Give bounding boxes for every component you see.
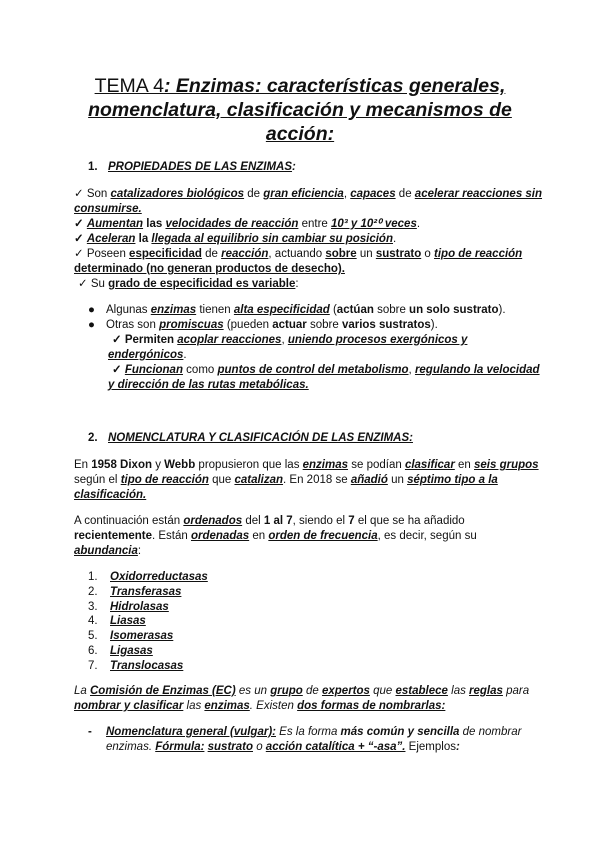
enzyme-class-list <box>88 570 208 674</box>
list-item: 3. Hidrolasas <box>88 600 169 613</box>
list-item: - Nomenclatura general (vulgar): Es la forma más común y sencilla de nombrar <box>88 726 522 738</box>
check-icon: ✓ <box>74 188 84 200</box>
paragraph-line: recientemente. Están ordenadas en orden de frecuencia, es decir, según su <box>74 530 477 542</box>
sub-item: endergónicos. <box>108 349 187 361</box>
title-prefix: TEMA 4 <box>94 75 164 97</box>
title-line-2: nomenclatura, clasificación y mecanismos de <box>88 99 512 121</box>
section-2-title: NOMENCLATURA Y CLASIFICACIÓN DE LAS ENZIMAS: <box>108 432 413 444</box>
paragraph-line: La Comisión de Enzimas (EC) es un grupo de expertos que establece las reglas para <box>74 685 530 697</box>
check-icon: ✓ <box>74 233 84 245</box>
page-title <box>70 74 530 146</box>
list-item: 7. Translocasas <box>88 659 184 672</box>
check-icon: ✓ <box>74 218 84 230</box>
paragraph-line: clasificación. <box>74 489 147 501</box>
section-2-heading <box>88 431 413 445</box>
paragraph-line: ✓ Aceleran la llegada al equilibrio sin cambiar su posición. <box>74 233 397 245</box>
paragraph-line: ✓ Poseen especificidad de reacción, actuando sobre un sustrato o tipo de reacción <box>74 248 523 260</box>
section-1-title: PROPIEDADES DE LAS ENZIMAS <box>108 161 293 173</box>
list-item: 2. Transferasas <box>88 585 182 598</box>
check-icon: ✓ <box>112 334 122 346</box>
dash-bullet: - <box>88 726 92 738</box>
paragraph-line: ✓ Su grado de especificidad es variable: <box>78 278 299 290</box>
list-item: 5. Isomerasas <box>88 630 174 643</box>
check-icon: ✓ <box>112 364 122 376</box>
list-item: 1. Oxidorreductasas <box>88 571 208 583</box>
paragraph-line: ✓ Aumentan las velocidades de reacción entre 10³ y 10²⁰ veces. <box>74 218 421 230</box>
section-2-number: 2. <box>88 432 98 444</box>
paragraph-line: consumirse. <box>74 203 142 215</box>
paragraph-line: A continuación están ordenados del 1 al 7, siendo el 7 el que se ha añadido <box>74 515 465 527</box>
list-item: 4. Liasas <box>88 615 146 628</box>
sub-item: y dirección de las rutas metabólicas. <box>108 379 309 391</box>
title-line-3: acción: <box>265 123 335 145</box>
list-item: 6. Ligasas <box>88 644 153 657</box>
check-icon: ✓ <box>74 248 84 260</box>
check-icon: ✓ <box>78 278 88 290</box>
bullet-icon: ● <box>88 319 95 331</box>
paragraph-line: ✓ Son catalizadores biológicos de gran eficiencia, capaces de acelerar reacciones sin <box>74 188 543 200</box>
list-item: ● Otras son promiscuas (pueden actuar sobre varios sustratos). <box>88 319 438 331</box>
section-1-number: 1. <box>88 161 98 173</box>
paragraph-line: según el tipo de reacción que catalizan. En 2018 se añadió un séptimo tipo a la <box>74 474 498 486</box>
list-item-continuation: enzimas. Fórmula: sustrato o acción catalítica + “-asa”. Ejemplos: <box>106 741 460 753</box>
paragraph-line: nombrar y clasificar las enzimas. Existen dos formas de nombrarlas: <box>74 700 446 712</box>
paragraph-line: determinado (no generan productos de desecho). <box>74 263 345 275</box>
section-1-heading: 1. PROPIEDADES DE LAS ENZIMAS: <box>88 161 296 173</box>
bullet-icon: ● <box>88 304 95 316</box>
paragraph-line: abundancia: <box>74 545 142 557</box>
sub-item: ✓ Funcionan como puntos de control del metabolismo, regulando la velocidad <box>112 364 540 376</box>
sub-item: ✓ Permiten acoplar reacciones, uniendo procesos exergónicos y <box>112 334 468 346</box>
list-item: ● Algunas enzimas tienen alta especificidad (actúan sobre un solo sustrato). <box>88 304 506 316</box>
paragraph-line: En 1958 Dixon y Webb propusieron que las enzimas se podían clasificar en seis grupos <box>74 459 539 471</box>
title-line-1: : Enzimas: características generales, <box>163 75 506 97</box>
